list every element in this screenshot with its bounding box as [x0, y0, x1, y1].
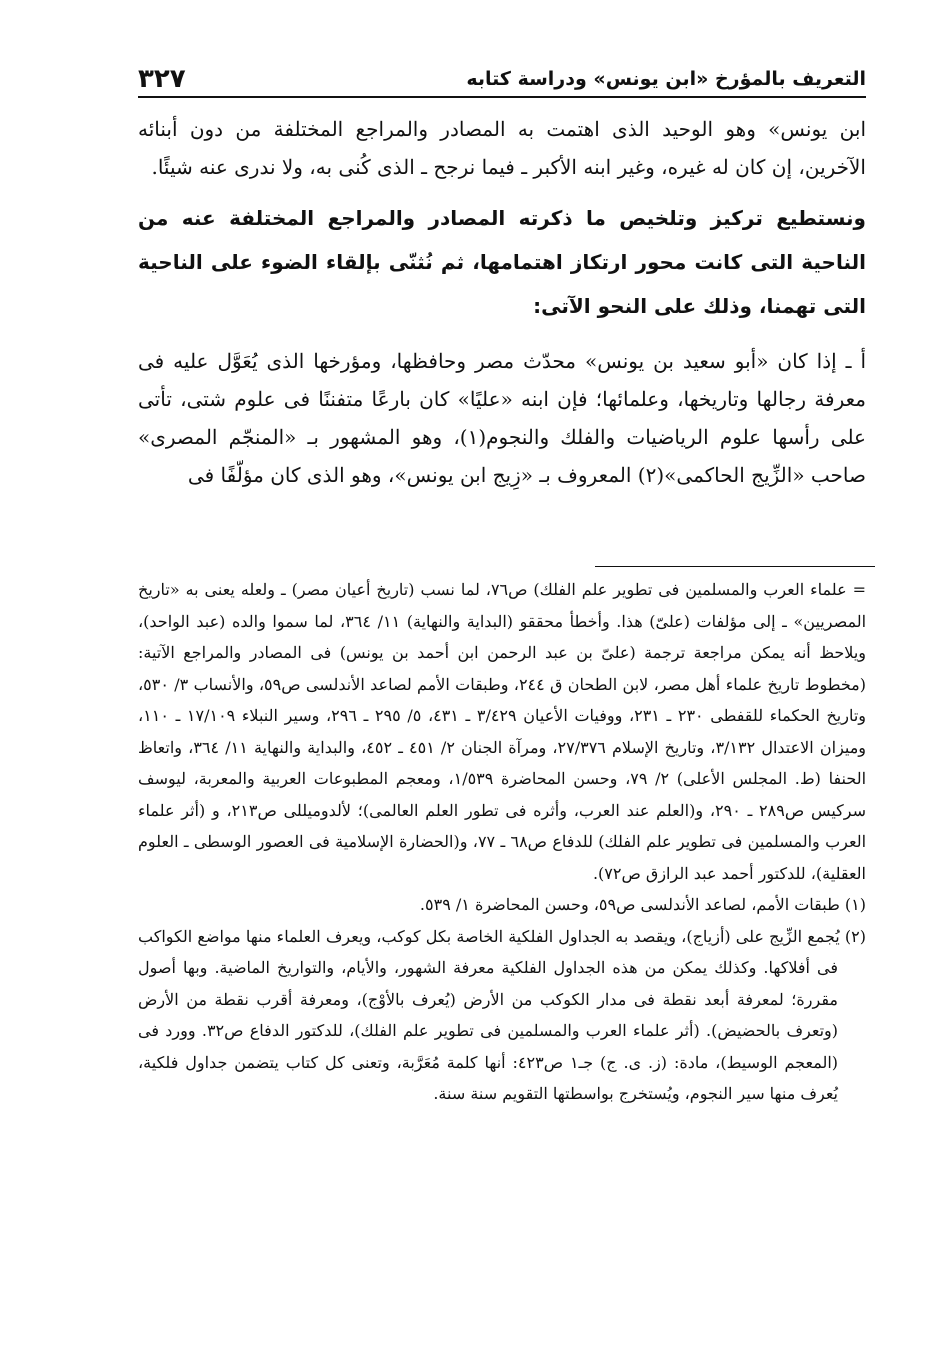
footnote-2: (٢) يُجمع الزِّيج على (أزياج)، ويقصد به الجداول الفلكية الخاصة بكل كوكب، ويعرف العلماء منها مواضع الكواكب فى أفلاكها. وكذلك يمكن من هذه الجداول الفلكية معرفة الشهور، والأيام، والتواريخ الماضية. وبها أصول مقررة؛ لمعرفة أبعد نقطة فى مدار الكوكب من الأرض (يُعرف بالأوْج)، ومعرفة أقرب نقطة من الأرض (وتعرف بالحضيض). (أثر علماء العرب والمسلمين فى تطوير علم الفلك)، للدكتور الدفاع ص٣٢. وورد فى (المعجم الوسيط)، مادة: (ز. ى. ج) جـ١ ص٤٢٣: أنها كلمة مُعَرَّبة، وتعنى كل كتاب يتضمن جداول فلكية، يُعرف منها سير النجوم، ويُستخرج بواسطتها التقويم سنة سنة. [138, 926, 866, 1103]
paragraph-item-a: أ ـ إذا كان «أبو سعيد بن يونس» محدّث مصر وحافظها، ومؤرخها الذى يُعَوَّل عليه فى معرفة رجالها وتاريخها، وعلمائها؛ فإن ابنه «عليًا» كان بارعًا متفننًا فى علوم شتى، تأتى على رأسها علوم الرياضيات والفلك والنجوم(١)، وهو المشهور بـ «المنجّم المصرى» صاحب «الزِّيج الحاكمى»(٢) المعروف بـ «زِيج ابن يونس»، وهو الذى كان مؤلّفًا فى [138, 349, 866, 487]
paragraph-bold-intro: ونستطيع تركيز وتلخيص ما ذكرته المصادر والمراجع المختلفة عنه من الناحية التى كانت محور ارتكاز اهتمامها، ثم نُثنّى بإلقاء الضوء على الناحية التى تهمنا، وذلك على النحو الآتى: [138, 206, 866, 318]
footnote-divider [595, 566, 875, 567]
paragraph-continuation: ابن يونس» وهو الوحيد الذى اهتمت به المصادر والمراجع المختلفة من دون أبنائه الآخرين، إن كان له غيره، وغير ابنه الأكبر ـ فيما نرجح ـ الذى كُنى به، ولا ندرى عنه شيئًا. [138, 117, 866, 179]
page-number: ٣٢٧ [138, 64, 186, 94]
page-header [138, 56, 866, 98]
footnotes [138, 574, 866, 1110]
main-text [138, 110, 866, 494]
footnote-1: (١) طبقات الأمم، لصاعد الأندلسى ص٥٩، وحسن المحاضرة ١/ ٥٣٩. [419, 895, 866, 914]
running-title: التعريف بالمؤرخ «ابن يونس» ودراسة كتابه [466, 68, 866, 90]
footnote-continuation: = علماء العرب والمسلمين فى تطوير علم الفلك) ص٧٦، لما نسب (تاريخ أعيان مصر) ـ ولعله يعنى به «تاريخ المصريين» ـ إلى مؤلفات (علىّ) هذا. وأخطأ محققو (البداية والنهاية) ١١/ ٣٦٤، لما سموا والده (عبد الواحد)، ويلاحظ أنه يمكن مراجعة ترجمة (علىّ بن عبد الرحمن ابن أحمد بن يونس) فى المصادر والمراجع الآتية: (مخطوط تاريخ علماء أهل مصر، لابن الطحان ق ٢٤٤، وطبقات الأمم لصاعد الأندلسى ص٥٩، والأنساب ٣/ ٥٣٠، وتاريخ الحكماء للقفطى ٢٣٠ ـ ٢٣١، ووفيات الأعيان ٣/٤٢٩ ـ ٤٣١، ٥/ ٢٩٥ ـ ٢٩٦، وسير النبلاء ١٧/١٠٩ ـ ١١٠، وميزان الاعتدال ٣/١٣٢، وتاريخ الإسلام ٢٧/٣٧٦، ومرآة الجنان ٢/ ٤٥١ ـ ٤٥٢، والبداية والنهاية ١١/ ٣٦٤، واتعاظ الحنفا (ط. المجلس الأعلى) ٢/ ٧٩، وحسن المحاضرة ١/٥٣٩، ومعجم المطبوعات العربية والمعربة، ليوسف سركيس ص٢٨٩ ـ ٢٩٠، و(العلم عند العرب، وأثره فى تطور العلم العالمى)؛ لألدوميللى ص٢١٣، و (أثر علماء العرب والمسلمين فى تطوير علم الفلك) للدفاع ص٦٨ ـ ٧٧، و(الحضارة الإسلامية فى العصور الوسطى ـ العلوم العقلية)، للدكتور أحمد عبد الرازق ص٧٢). [138, 580, 867, 883]
